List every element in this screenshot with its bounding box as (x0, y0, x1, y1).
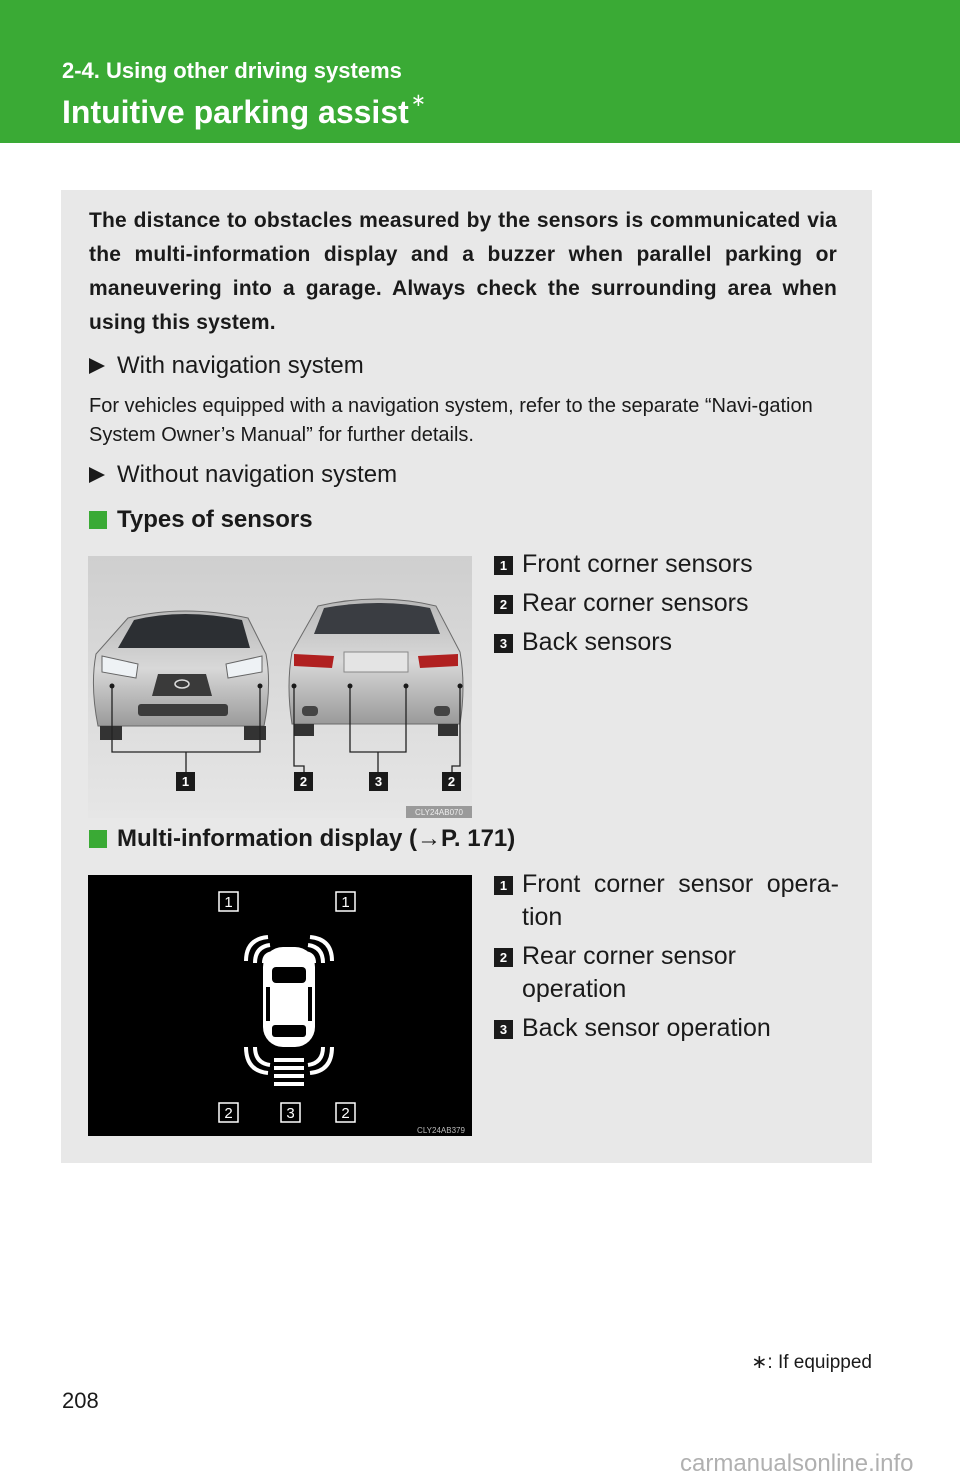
legend-number: 1 (494, 876, 513, 895)
callout-2-right: 2 (447, 774, 456, 789)
callout-3: 3 (374, 774, 383, 789)
display-figure-code: CLY24AB379 (417, 1126, 465, 1135)
front-car-drawing (93, 611, 268, 740)
page-number: 208 (62, 1388, 99, 1413)
sensor-display-illustration (88, 875, 472, 1136)
legend-number: 1 (494, 556, 513, 575)
watermark: carmanualsonline.info (680, 1450, 914, 1477)
types-of-sensors-heading (89, 506, 313, 534)
square-bullet-icon (89, 511, 107, 529)
triangle-bullet-icon (89, 358, 105, 374)
callout-2-left: 2 (299, 774, 308, 789)
display-legend (494, 868, 839, 1051)
display-callout-1-right: 1 (341, 894, 350, 911)
legend-label: Back sensor operation (522, 1014, 771, 1042)
legend-item (494, 1012, 839, 1045)
display-callout-3: 3 (286, 1105, 295, 1122)
legend-label: Rear corner sensors (522, 589, 749, 617)
sensor-location-photo (88, 556, 472, 818)
display-callout-1-left: 1 (224, 894, 233, 911)
legend-label: Back sensors (522, 628, 673, 656)
with-navigation-heading (89, 352, 364, 380)
with-navigation-label: With navigation system (117, 352, 364, 379)
display-callout-2-left: 2 (224, 1105, 233, 1122)
square-bullet-icon (89, 830, 107, 848)
legend-number: 2 (494, 948, 513, 967)
legend-item (494, 868, 839, 934)
figure-code: CLY24AB070 (415, 808, 463, 817)
legend-label: Rear corner sensor operation (522, 942, 736, 1003)
legend-item (494, 548, 839, 581)
section-label: 2-4. Using other driving systems (62, 58, 402, 83)
page-title-text: Intuitive parking assist (62, 94, 409, 130)
types-of-sensors-label: Types of sensors (117, 506, 313, 533)
display-callout-2-right: 2 (341, 1105, 350, 1122)
legend-label: Front corner sensors (522, 550, 753, 578)
chapter-header-band (0, 0, 960, 143)
multi-information-display-heading (89, 825, 515, 853)
legend-number: 3 (494, 634, 513, 653)
legend-number: 3 (494, 1020, 513, 1039)
legend-item (494, 587, 839, 620)
display-screenshot (88, 875, 472, 1136)
if-equipped-mark: ∗ (410, 90, 426, 110)
car-icon (263, 947, 315, 1047)
intro-paragraph: The distance to obstacles measured by the sensors is communicated via the multi-information display and a buzzer when parallel parking or maneuvering into a garage. Always check the surrounding area when using this system. (89, 209, 837, 334)
without-navigation-heading (89, 461, 397, 489)
page-title (62, 90, 426, 131)
callout-1: 1 (181, 774, 190, 789)
car-sensors-illustration (88, 556, 472, 818)
rear-car-drawing (289, 599, 463, 736)
legend-item (494, 626, 839, 659)
triangle-bullet-icon (89, 467, 105, 483)
navigation-note: For vehicles equipped with a navigation system, refer to the separate “Navi-gation System Owner’s Manual” for further details. (89, 395, 813, 446)
sensor-legend (494, 548, 839, 665)
multi-information-display-label: Multi-information display (→P. 171) (117, 825, 516, 852)
without-navigation-label: Without navigation system (117, 461, 398, 488)
legend-label: Front corner sensor opera-tion (522, 870, 839, 931)
legend-number: 2 (494, 595, 513, 614)
legend-item (494, 940, 839, 1006)
if-equipped-footnote: ∗: If equipped (751, 1352, 872, 1373)
